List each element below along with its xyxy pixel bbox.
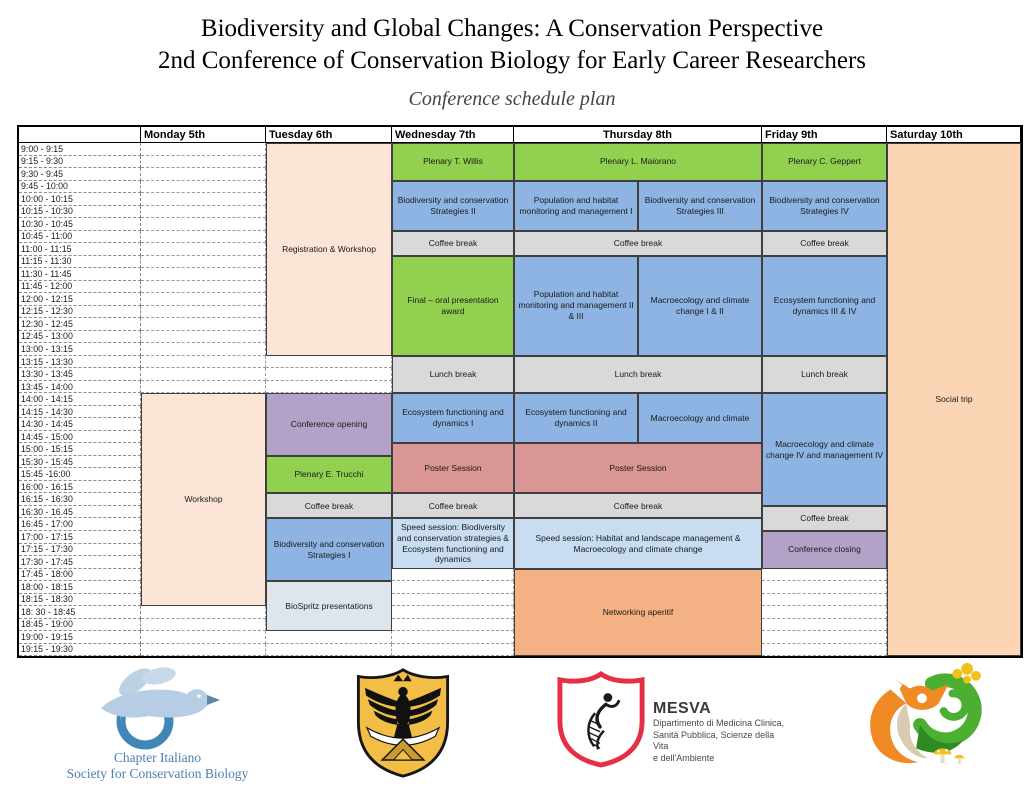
block-thu-networking-aperitif: Networking aperitif — [514, 569, 762, 657]
empty-cell — [141, 381, 266, 394]
time-column-header — [19, 127, 141, 143]
block-thu-lunch-break: Lunch break — [514, 356, 762, 394]
page-title-line1: Biodiversity and Global Changes: A Conservation Perspective — [200, 15, 824, 42]
mesva-logo-group — [556, 670, 806, 770]
time-slot: 17:00 - 17:15 — [19, 531, 141, 544]
time-slot: 11:00 - 11:15 — [19, 243, 141, 256]
block-wed-poster-session: Poster Session — [392, 443, 514, 493]
empty-cell — [762, 594, 887, 607]
time-slot: 14:30 - 14:45 — [19, 418, 141, 431]
day-header-6: Saturday 10th — [887, 127, 1021, 143]
block-mon-workshop: Workshop — [141, 393, 266, 606]
empty-cell — [762, 606, 887, 619]
block-thu-macroecology: Macroecology and climate — [638, 393, 762, 443]
block-thu-ecosystem-dynamics-2: Ecosystem functioning and dynamics II — [514, 393, 638, 443]
empty-cell — [141, 281, 266, 294]
day-header-5: Friday 9th — [762, 127, 887, 143]
time-slot: 10:45 - 11:00 — [19, 231, 141, 244]
empty-cell — [141, 343, 266, 356]
scb-text-line2: Society for Conservation Biology — [66, 766, 249, 781]
empty-cell — [762, 569, 887, 582]
block-fri-plenary-geppert: Plenary C. Geppert — [762, 143, 887, 181]
scb-logo-group — [40, 666, 275, 782]
empty-cell — [141, 193, 266, 206]
empty-cell — [141, 218, 266, 231]
block-thu-macroecology-1-2: Macroecology and climate change I & II — [638, 256, 762, 356]
empty-cell — [266, 631, 392, 644]
block-wed-final-award: Final – oral presentation award — [392, 256, 514, 356]
mesva-dept-line2: Sanità Pubblica, Scienze della Vita — [653, 729, 775, 751]
empty-cell — [762, 631, 887, 644]
empty-cell — [141, 243, 266, 256]
empty-cell — [141, 368, 266, 381]
time-slot: 16:00 - 16:15 — [19, 481, 141, 494]
empty-cell — [392, 581, 514, 594]
block-thu-poster-session: Poster Session — [514, 443, 762, 493]
empty-cell — [141, 143, 266, 156]
block-fri-conference-closing: Conference closing — [762, 531, 887, 569]
empty-cell — [141, 256, 266, 269]
empty-cell — [141, 156, 266, 169]
empty-cell — [392, 594, 514, 607]
time-slot: 16:45 - 17:00 — [19, 518, 141, 531]
block-fri-coffee-break-2: Coffee break — [762, 506, 887, 531]
block-tue-registration-workshop: Registration & Workshop — [266, 143, 392, 356]
page-header — [0, 0, 1024, 111]
time-slot: 11:30 - 11:45 — [19, 268, 141, 281]
block-wed-lunch-break: Lunch break — [392, 356, 514, 394]
block-wed-coffee-break-2: Coffee break — [392, 493, 514, 518]
block-thu-coffee-break-2: Coffee break — [514, 493, 762, 518]
fox-nature-logo-icon — [853, 662, 987, 772]
empty-cell — [141, 331, 266, 344]
block-thu-biodiversity-strategies-3: Biodiversity and conservation Strategies III — [638, 181, 762, 231]
empty-cell — [392, 619, 514, 632]
time-slot: 18:45 - 19:00 — [19, 619, 141, 632]
block-wed-speed-session: Speed session: Biodiversity and conservation strategies & Ecosystem functioning and dynamics — [392, 518, 514, 568]
empty-cell — [141, 356, 266, 369]
block-tue-coffee-break: Coffee break — [266, 493, 392, 518]
schedule-grid — [17, 125, 1023, 658]
block-thu-coffee-break-1: Coffee break — [514, 231, 762, 256]
time-slot: 9:45 - 10:00 — [19, 181, 141, 194]
empty-cell — [392, 569, 514, 582]
time-slot: 11:45 - 12:00 — [19, 281, 141, 294]
block-wed-plenary-willis: Plenary T. Willis — [392, 143, 514, 181]
block-thu-speed-session: Speed session: Habitat and landscape management & Macroecology and climate change — [514, 518, 762, 568]
time-slot: 9:30 - 9:45 — [19, 168, 141, 181]
empty-cell — [141, 293, 266, 306]
empty-cell — [141, 206, 266, 219]
empty-cell — [141, 168, 266, 181]
eagle-shield-logo-icon — [351, 667, 455, 779]
empty-cell — [392, 644, 514, 657]
time-slot: 12:15 - 12:30 — [19, 306, 141, 319]
empty-cell — [141, 631, 266, 644]
empty-cell — [141, 619, 266, 632]
time-slot: 10:00 - 10:15 — [19, 193, 141, 206]
time-slot: 18: 30 - 18:45 — [19, 606, 141, 619]
time-slot: 13:15 - 13:30 — [19, 356, 141, 369]
empty-cell — [266, 381, 392, 394]
block-tue-biodiversity-strategies-1: Biodiversity and conservation Strategies I — [266, 518, 392, 581]
time-slot: 13:30 - 13:45 — [19, 368, 141, 381]
time-slot: 19:00 - 19:15 — [19, 631, 141, 644]
empty-cell — [141, 181, 266, 194]
block-wed-ecosystem-dynamics-1: Ecosystem functioning and dynamics I — [392, 393, 514, 443]
day-header-1: Monday 5th — [141, 127, 266, 143]
conference-fox-logo-group — [853, 662, 987, 777]
block-tue-plenary-trucchi: Plenary E. Trucchi — [266, 456, 392, 494]
day-header-2: Tuesday 6th — [266, 127, 392, 143]
block-thu-plenary-maiorano: Plenary L. Maiorano — [514, 143, 762, 181]
mesva-name: MESVA — [653, 700, 712, 717]
mesva-shield-logo-icon — [556, 670, 646, 768]
time-slot: 19:15 - 19:30 — [19, 644, 141, 657]
time-slot: 9:00 - 9:15 — [19, 143, 141, 156]
empty-cell — [762, 581, 887, 594]
time-slot: 17:15 - 17:30 — [19, 544, 141, 557]
empty-cell — [141, 268, 266, 281]
block-thu-population-habitat-1: Population and habitat monitoring and management I — [514, 181, 638, 231]
block-thu-population-habitat-2-3: Population and habitat monitoring and management II & III — [514, 256, 638, 356]
time-slot: 17:45 - 18:00 — [19, 569, 141, 582]
scb-bird-logo-icon — [83, 666, 233, 750]
time-slot: 13:45 - 14:00 — [19, 381, 141, 394]
block-fri-lunch-break: Lunch break — [762, 356, 887, 394]
empty-cell — [762, 619, 887, 632]
block-fri-ecosystem-dynamics-3-4: Ecosystem functioning and dynamics III & IV — [762, 256, 887, 356]
block-wed-coffee-break-1: Coffee break — [392, 231, 514, 256]
mesva-text-block — [653, 700, 788, 764]
empty-cell — [141, 606, 266, 619]
empty-cell — [392, 631, 514, 644]
time-slot: 11:15 - 11:30 — [19, 256, 141, 269]
time-slot: 13:00 - 13:15 — [19, 343, 141, 356]
mesva-dept-line3: e dell'Ambiente — [653, 752, 715, 763]
empty-cell — [266, 356, 392, 369]
time-slot: 14:15 - 14:30 — [19, 406, 141, 419]
empty-cell — [762, 644, 887, 657]
day-header-3: Wednesday 7th — [392, 127, 514, 143]
time-slot: 12:30 - 12:45 — [19, 318, 141, 331]
empty-cell — [141, 306, 266, 319]
block-tue-conference-opening: Conference opening — [266, 393, 392, 456]
time-slot: 15:45 -16:00 — [19, 468, 141, 481]
time-slot: 14:00 - 14:15 — [19, 393, 141, 406]
time-slot: 10:30 - 10:45 — [19, 218, 141, 231]
empty-cell — [392, 606, 514, 619]
block-fri-macroecology-4: Macroecology and climate change IV and management IV — [762, 393, 887, 506]
day-header-4: Thursday 8th — [514, 127, 762, 143]
block-fri-biodiversity-strategies-4: Biodiversity and conservation Strategies IV — [762, 181, 887, 231]
time-slot: 18:15 - 18:30 — [19, 594, 141, 607]
block-tue-biospritz: BioSpritz presentations — [266, 581, 392, 631]
page-subtitle: Conference schedule plan — [408, 88, 616, 110]
time-slot: 14:45 - 15:00 — [19, 431, 141, 444]
time-slot: 15:30 - 15:45 — [19, 456, 141, 469]
block-wed-biodiversity-strategies-2: Biodiversity and conservation Strategies II — [392, 181, 514, 231]
block-sat-social-trip: Social trip — [887, 143, 1021, 656]
time-slot: 16:30 - 16.45 — [19, 506, 141, 519]
empty-cell — [266, 644, 392, 657]
time-slot: 15:00 - 15:15 — [19, 443, 141, 456]
university-shield-logo-group — [351, 667, 455, 784]
scb-text-line1: Chapter Italiano — [113, 750, 202, 765]
time-slot: 9:15 - 9:30 — [19, 156, 141, 169]
mesva-dept-line1: Dipartimento di Medicina Clinica, — [653, 718, 785, 728]
time-slot: 12:00 - 12:15 — [19, 293, 141, 306]
time-slot: 10:15 - 10:30 — [19, 206, 141, 219]
page-title-line2: 2nd Conference of Conservation Biology for Early Career Researchers — [157, 47, 867, 74]
block-fri-coffee-break-1: Coffee break — [762, 231, 887, 256]
time-slot: 16:15 - 16:30 — [19, 493, 141, 506]
time-slot: 17:30 - 17:45 — [19, 556, 141, 569]
empty-cell — [266, 368, 392, 381]
time-slot: 18:00 - 18:15 — [19, 581, 141, 594]
empty-cell — [141, 318, 266, 331]
empty-cell — [141, 644, 266, 657]
empty-cell — [141, 231, 266, 244]
time-slot: 12:45 - 13:00 — [19, 331, 141, 344]
